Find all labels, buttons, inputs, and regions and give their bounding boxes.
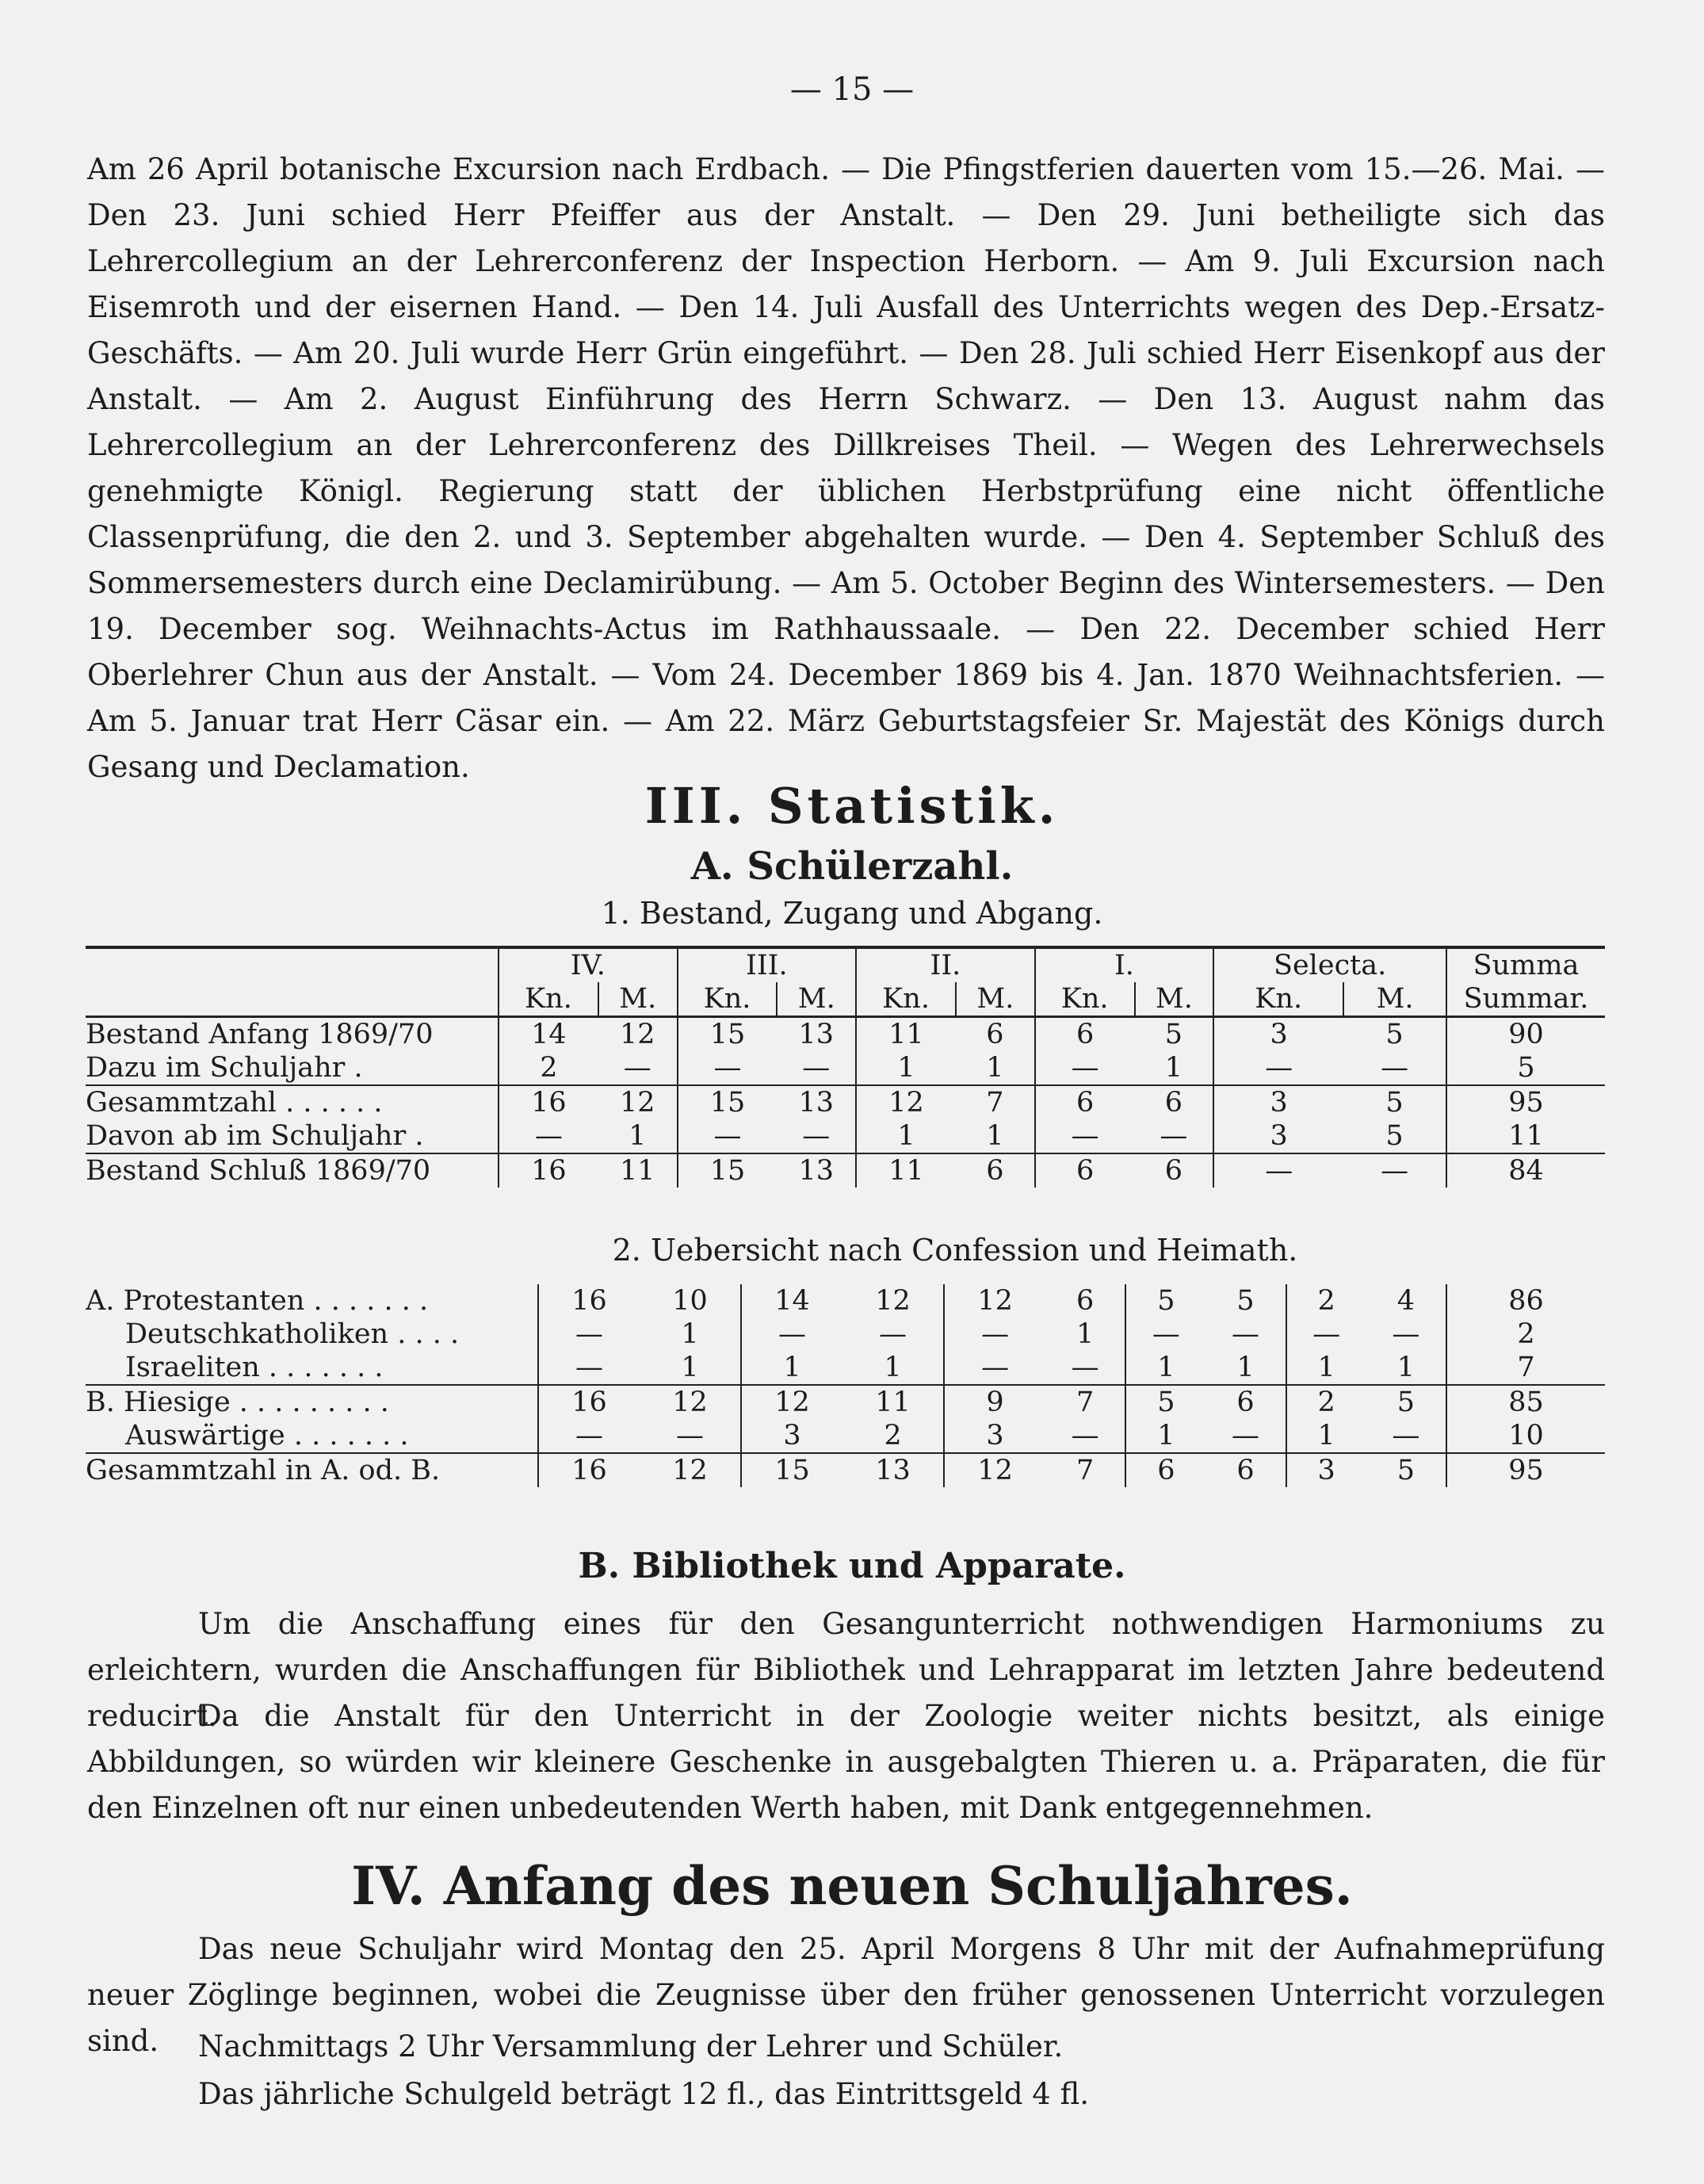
class-header: III. <box>678 947 857 982</box>
bibliothek-paragraph-1: Um die Anschaffung eines für den Gesangunterricht nothwendigen Harmoniums zu erleichtern, wurden die Anschaffungen für Bibliothek und Lehrapparat im letzten Jahre bedeutend reducirt. <box>87 1607 1605 1733</box>
sum-cell: 90 <box>1508 1019 1544 1050</box>
table-cell: 16 <box>538 1453 640 1487</box>
table-row <box>86 1051 1605 1085</box>
table-cell: 1 <box>1286 1351 1366 1385</box>
row-label: Auswärtige . . . . . . . <box>86 1419 538 1453</box>
table-cell: 12 <box>842 1284 944 1318</box>
table-cell: 16 <box>499 1153 598 1188</box>
table-cell: 13 <box>777 1085 856 1119</box>
anfang-paragraph: Das neue Schuljahr wird Montag den 25. April Morgens 8 Uhr mit der Aufnahmeprüfung neuer Zöglinge beginnen, wobei die Zeugnisse über den früher genossenen Unterricht vorzulegen sind. <box>87 1932 1605 2058</box>
table-cell: — <box>944 1318 1045 1351</box>
table-cell: 1 <box>1366 1351 1446 1385</box>
table-cell: 6 <box>1035 1017 1135 1052</box>
table-cell: 1 <box>598 1119 678 1153</box>
table-cell: 1 <box>1125 1419 1205 1453</box>
table-row <box>86 1385 1605 1419</box>
subhead: M. <box>1343 982 1446 1017</box>
table-cell: 1 <box>640 1318 741 1351</box>
table-row <box>86 1351 1605 1385</box>
class-header: I. <box>1035 947 1214 982</box>
table-cell: 12 <box>598 1085 678 1119</box>
table-cell: 4 <box>1366 1284 1446 1318</box>
row-label: A. Protestanten . . . . . . . <box>86 1284 538 1318</box>
subhead: M. <box>956 982 1035 1017</box>
table-cell: 15 <box>678 1153 777 1188</box>
sum-cell: 85 <box>1446 1385 1605 1419</box>
table-cell: — <box>1366 1318 1446 1351</box>
table-cell: 3 <box>741 1419 842 1453</box>
table-cell: 5 <box>1366 1385 1446 1419</box>
sum-cell: 11 <box>1508 1120 1544 1152</box>
sum-cell: 5 <box>1517 1052 1535 1084</box>
table-cell: 1 <box>640 1351 741 1385</box>
table-cell: 15 <box>678 1085 777 1119</box>
class-header: Summa <box>1446 947 1605 982</box>
sum-cell: 95 <box>1446 1085 1605 1119</box>
table-cell: 2 <box>1286 1284 1366 1318</box>
table-cell: 2 <box>1286 1385 1366 1419</box>
table-cell: 16 <box>499 1085 598 1119</box>
table-row <box>86 1284 1605 1318</box>
table-cell: — <box>944 1351 1045 1385</box>
table-cell: — <box>1045 1351 1125 1385</box>
table-row <box>86 1318 1605 1351</box>
table-cell: — <box>1213 1051 1343 1085</box>
table-cell: — <box>777 1051 856 1085</box>
subhead: Kn. <box>1035 982 1135 1017</box>
table-cell: — <box>1205 1419 1286 1453</box>
table-cell: 14 <box>741 1284 842 1318</box>
table-cell: 3 <box>1286 1453 1366 1487</box>
table-cell: — <box>777 1119 856 1153</box>
table-cell: 6 <box>956 1017 1035 1052</box>
table-cell: 11 <box>856 1153 956 1188</box>
row-label: Bestand Anfang 1869/70 <box>86 1017 499 1052</box>
row-label: Gesammtzahl . . . . . . <box>86 1085 499 1119</box>
table-cell: 5 <box>1135 1017 1214 1052</box>
table-cell: — <box>1366 1419 1446 1453</box>
sum-cell: 84 <box>1446 1153 1605 1188</box>
table-cell: 10 <box>640 1284 741 1318</box>
bibliothek-paragraph-2: Da die Anstalt für den Unterricht in der Zoologie weiter nichts besitzt, als einige Abbildungen, so würden wir kleinere Geschenke in ausgebalgten Thieren u. a. Präparaten, die für den Einzelnen oft nur einen unbedeutenden Werth haben, mit Dank entgegennehmen. <box>87 1699 1605 1825</box>
table-cell: 5 <box>1366 1453 1446 1487</box>
table-cell: — <box>1045 1419 1125 1453</box>
table-cell: 11 <box>598 1153 678 1188</box>
heading-schuelerzahl: A. Schülerzahl. <box>690 844 1014 889</box>
sum-cell: 86 <box>1508 1285 1544 1317</box>
anfang-line-schulgeld: Das jährliche Schulgeld beträgt 12 fl., das Eintrittsgeld 4 fl. <box>198 2077 1090 2111</box>
class-header: II. <box>856 947 1035 982</box>
table-row <box>86 1085 1605 1119</box>
table-bestand-body <box>86 1017 1605 1188</box>
table-cell: 12 <box>944 1453 1045 1487</box>
table-confession-body <box>86 1284 1605 1487</box>
table-cell: 1 <box>956 1119 1035 1153</box>
table-cell: 12 <box>741 1385 842 1419</box>
table-cell: — <box>741 1318 842 1351</box>
table-cell: 3 <box>1213 1085 1343 1119</box>
table-cell: 6 <box>1205 1385 1286 1419</box>
row-label: Davon ab im Schuljahr . <box>86 1119 499 1153</box>
subhead: M. <box>598 982 678 1017</box>
table-cell: 5 <box>1343 1085 1446 1119</box>
subhead: Kn. <box>856 982 956 1017</box>
table-cell: — <box>598 1051 678 1085</box>
page-number: — 15 — <box>789 71 915 108</box>
table-cell: 6 <box>1125 1453 1205 1487</box>
subhead: Kn. <box>678 982 777 1017</box>
table-cell: 1 <box>1135 1051 1214 1085</box>
table-cell: 5 <box>1205 1284 1286 1318</box>
table-cell: 12 <box>640 1385 741 1419</box>
subhead: M. <box>777 982 856 1017</box>
class-header: Selecta. <box>1213 947 1446 982</box>
row-label: Dazu im Schuljahr . <box>86 1051 499 1085</box>
table-cell: 5 <box>1343 1119 1446 1153</box>
table-header-classes <box>86 947 1605 982</box>
table-cell: 1 <box>842 1351 944 1385</box>
heading-anfang: IV. Anfang des neuen Schuljahres. <box>351 1855 1353 1917</box>
subheading-bestand: 1. Bestand, Zugang und Abgang. <box>601 896 1103 931</box>
sum-cell: 95 <box>1446 1453 1605 1487</box>
table-cell: 6 <box>1045 1284 1125 1318</box>
heading-statistik: III. Statistik. <box>644 777 1060 835</box>
row-label: Gesammtzahl in A. od. B. <box>86 1453 538 1487</box>
table-row <box>86 1153 1605 1188</box>
table-cell: 14 <box>499 1017 598 1052</box>
heading-bibliothek: B. Bibliothek und Apparate. <box>578 1546 1126 1586</box>
row-label: B. Hiesige . . . . . . . . . <box>86 1385 538 1419</box>
table-cell: 12 <box>856 1085 956 1119</box>
table-cell: — <box>1286 1318 1366 1351</box>
subhead: Summar. <box>1446 982 1605 1017</box>
sum-cell: 7 <box>1517 1352 1535 1383</box>
table-cell: — <box>842 1318 944 1351</box>
table-cell: 16 <box>538 1284 640 1318</box>
table-cell: — <box>1035 1119 1135 1153</box>
table-cell: — <box>538 1419 640 1453</box>
table-cell: — <box>1213 1153 1343 1188</box>
table-confession <box>86 1284 1605 1487</box>
table-row <box>86 1017 1605 1052</box>
table-cell: 1 <box>856 1051 956 1085</box>
table-row <box>86 1453 1605 1487</box>
table-cell: 13 <box>777 1153 856 1188</box>
table-cell: 11 <box>856 1017 956 1052</box>
row-label: Bestand Schluß 1869/70 <box>86 1153 499 1188</box>
table-cell: 6 <box>1135 1085 1214 1119</box>
table-cell: 6 <box>956 1153 1035 1188</box>
table-cell: 6 <box>1135 1153 1214 1188</box>
subhead: M. <box>1135 982 1214 1017</box>
table-cell: — <box>1343 1153 1446 1188</box>
table-cell: 12 <box>598 1017 678 1052</box>
row-label: Israeliten . . . . . . . <box>86 1351 538 1385</box>
table-cell: 13 <box>842 1453 944 1487</box>
chronicle-paragraph: Am 26 April botanische Excursion nach Erdbach. — Die Pfingstferien dauerten vom 15.—26. Mai. — Den 23. Juni schied Herr Pfeiffer aus der Anstalt. — Den 29. Juni betheiligte sich das Lehrercollegium an der Lehrerconferenz der Inspection Herborn. — Am 9. Juli Excursion nach Eisemroth und der eisernen Hand. — Den 14. Juli Ausfall des Unterrichts wegen des Dep.-Ersatz-Geschäfts. — Am 20. Juli wurde Herr Grün eingeführt. — Den 28. Juli schied Herr Eisenkopf aus der Anstalt. — Am 2. August Einführung des Herrn Schwarz. — Den 13. August nahm das Lehrercollegium an der Lehrerconferenz des Dillkreises Theil. — Wegen des Lehrerwechsels genehmigte Königl. Regierung statt der üblichen Herbstprüfung eine nicht öffentliche Classenprüfung, die den 2. und 3. September abgehalten wurde. — Den 4. September Schluß des Sommersemesters durch eine Declamirübung. — Am 5. October Beginn des Wintersemesters. — Den 19. December sog. Weihnachts-Actus im Rathhaussaale. — Den 22. December schied Herr Oberlehrer Chun aus der Anstalt. — Vom 24. December 1869 bis 4. Jan. 1870 Weihnachtsferien. — Am 5. Januar trat Herr Cäsar ein. — Am 22. März Geburtstagsfeier Sr. Majestät des Königs durch Gesang und Declamation. <box>87 152 1605 784</box>
subhead: Kn. <box>1213 982 1343 1017</box>
table-cell: 3 <box>1213 1119 1343 1153</box>
table-cell: 7 <box>956 1085 1035 1119</box>
subheading-confession: 2. Uebersicht nach Confession und Heimath. <box>612 1233 1298 1268</box>
table-cell: 1 <box>741 1351 842 1385</box>
class-header: IV. <box>499 947 678 982</box>
table-cell: 1 <box>1286 1419 1366 1453</box>
table-cell: 6 <box>1035 1153 1135 1188</box>
table-cell: 5 <box>1125 1284 1205 1318</box>
table-cell: — <box>1205 1318 1286 1351</box>
table-cell: 16 <box>538 1385 640 1419</box>
table-cell: 7 <box>1045 1385 1125 1419</box>
table-cell: 13 <box>777 1017 856 1052</box>
anfang-line-nachmittags: Nachmittags 2 Uhr Versammlung der Lehrer und Schüler. <box>198 2029 1064 2064</box>
table-cell: — <box>538 1351 640 1385</box>
table-cell: — <box>1035 1051 1135 1085</box>
table-cell: 1 <box>856 1119 956 1153</box>
table-header-sub <box>86 982 1605 1017</box>
table-cell: 1 <box>1045 1318 1125 1351</box>
table-cell: — <box>499 1119 598 1153</box>
table-cell: 5 <box>1343 1017 1446 1052</box>
table-bestand <box>86 946 1605 1188</box>
table-cell: 15 <box>678 1017 777 1052</box>
table-cell: 2 <box>499 1051 598 1085</box>
table-cell: — <box>1125 1318 1205 1351</box>
subhead: Kn. <box>499 982 598 1017</box>
table-cell: 2 <box>842 1419 944 1453</box>
table-cell: 7 <box>1045 1453 1125 1487</box>
table-row <box>86 1419 1605 1453</box>
sum-cell: 10 <box>1508 1420 1544 1452</box>
table-cell: 3 <box>944 1419 1045 1453</box>
table-cell: — <box>1135 1119 1214 1153</box>
table-cell: 5 <box>1125 1385 1205 1419</box>
table-cell: 3 <box>1213 1017 1343 1052</box>
table-cell: — <box>678 1119 777 1153</box>
table-cell: 6 <box>1035 1085 1135 1119</box>
table-cell: — <box>1343 1051 1446 1085</box>
table-cell: 1 <box>956 1051 1035 1085</box>
sum-cell: 2 <box>1517 1318 1535 1350</box>
table-cell: 1 <box>1125 1351 1205 1385</box>
table-cell: 15 <box>741 1453 842 1487</box>
table-cell: 11 <box>842 1385 944 1419</box>
table-cell: 12 <box>944 1284 1045 1318</box>
row-label: Deutschkatholiken . . . . <box>86 1318 538 1351</box>
table-cell: 9 <box>944 1385 1045 1419</box>
table-cell: 1 <box>1205 1351 1286 1385</box>
table-cell: — <box>678 1051 777 1085</box>
table-cell: — <box>640 1419 741 1453</box>
table-cell: 12 <box>640 1453 741 1487</box>
table-cell: — <box>538 1318 640 1351</box>
table-cell: 6 <box>1205 1453 1286 1487</box>
table-row <box>86 1119 1605 1153</box>
